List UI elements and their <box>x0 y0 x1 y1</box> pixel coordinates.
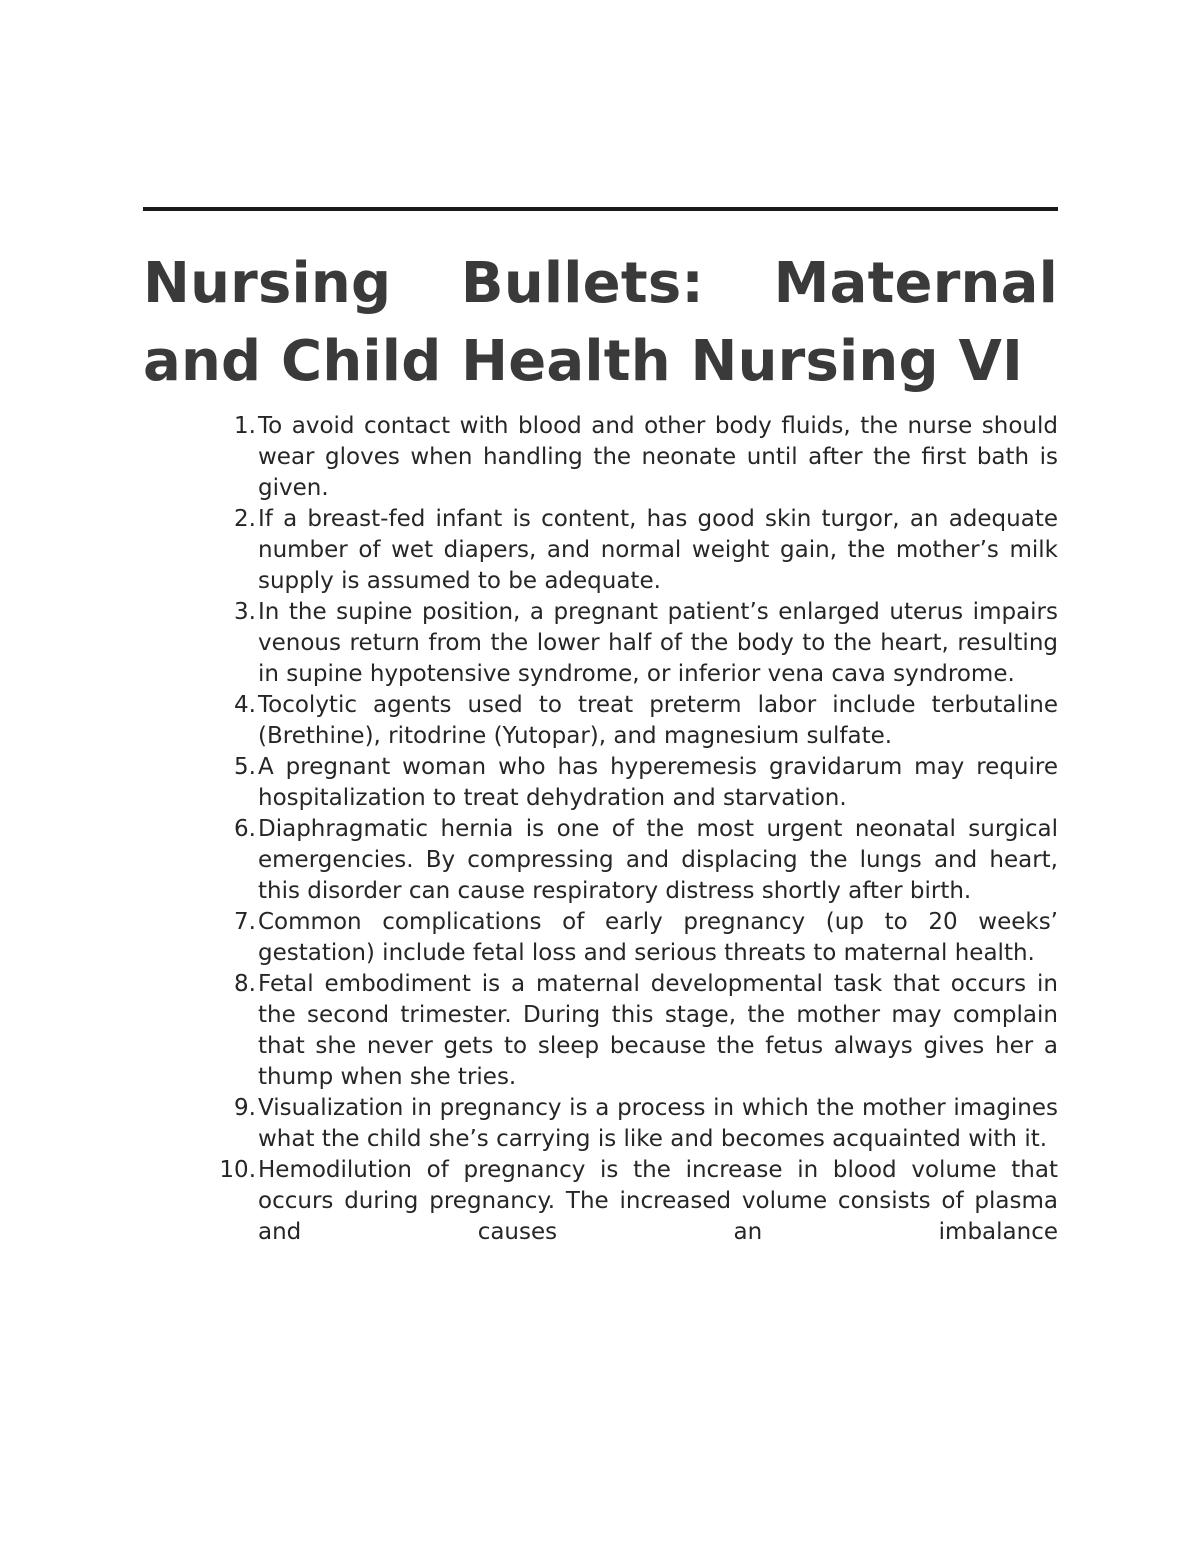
list-item <box>143 1155 1058 1248</box>
list-item-text: To avoid contact with blood and other body fluids, the nurse should wear gloves when handling the neonate until after the first bath is given. <box>258 413 1058 501</box>
list-item <box>143 597 1058 690</box>
list-item-text: Common complications of early pregnancy (up to 20 weeks’ gestation) include fetal loss and serious threats to maternal health. <box>258 909 1058 966</box>
list-item-number: 6. <box>234 816 256 842</box>
document-page <box>143 207 1058 1248</box>
list-item-text: Hemodilution of pregnancy is the increase in blood volume that occurs during pregnancy. The increased volume consists of plasma and causes an imbalance <box>258 1157 1058 1245</box>
list-item <box>143 411 1058 504</box>
list-item-text: Tocolytic agents used to treat preterm labor include terbutaline (Brethine), ritodrine (Yutopar), and magnesium sulfate. <box>258 692 1058 749</box>
list-item-text: In the supine position, a pregnant patient’s enlarged uterus impairs venous return from the lower half of the body to the heart, resulting in supine hypotensive syndrome, or inferior vena cava syndrome. <box>258 599 1058 687</box>
list-item-number: 9. <box>234 1095 256 1121</box>
list-item-number: 5. <box>234 754 256 780</box>
list-item-number: 3. <box>234 599 256 625</box>
document-title: Nursing Bullets: Maternal and Child Health Nursing VI <box>143 251 1058 394</box>
list-item-text: Visualization in pregnancy is a process in which the mother imagines what the child she’s carrying is like and becomes acquainted with it. <box>258 1095 1058 1152</box>
list-item-text: Diaphragmatic hernia is one of the most urgent neonatal surgical emergencies. By compressing and displacing the lungs and heart, this disorder can cause respiratory distress shortly after birth. <box>258 816 1058 904</box>
list-item <box>143 1093 1058 1155</box>
bullet-list <box>143 411 1058 1248</box>
list-item-text: If a breast-fed infant is content, has good skin turgor, an adequate number of wet diapers, and normal weight gain, the mother’s milk supply is assumed to be adequate. <box>258 506 1058 594</box>
list-item-number: 7. <box>234 909 256 935</box>
top-horizontal-rule <box>143 207 1058 211</box>
list-item-number: 2. <box>234 506 256 532</box>
list-item-text: A pregnant woman who has hyperemesis gravidarum may require hospitalization to treat dehydration and starvation. <box>258 754 1058 811</box>
list-item <box>143 814 1058 907</box>
list-item <box>143 504 1058 597</box>
list-item-number: 8. <box>234 971 256 997</box>
list-item-number: 1. <box>234 413 256 439</box>
list-item <box>143 907 1058 969</box>
list-item-number: 4. <box>234 692 256 718</box>
list-item-text: Fetal embodiment is a maternal developmental task that occurs in the second trimester. During this stage, the mother may complain that she never gets to sleep because the fetus always gives her a thump when she tries. <box>258 971 1058 1090</box>
list-item <box>143 969 1058 1093</box>
list-item-number: 10. <box>219 1157 256 1183</box>
list-item <box>143 752 1058 814</box>
list-item <box>143 690 1058 752</box>
